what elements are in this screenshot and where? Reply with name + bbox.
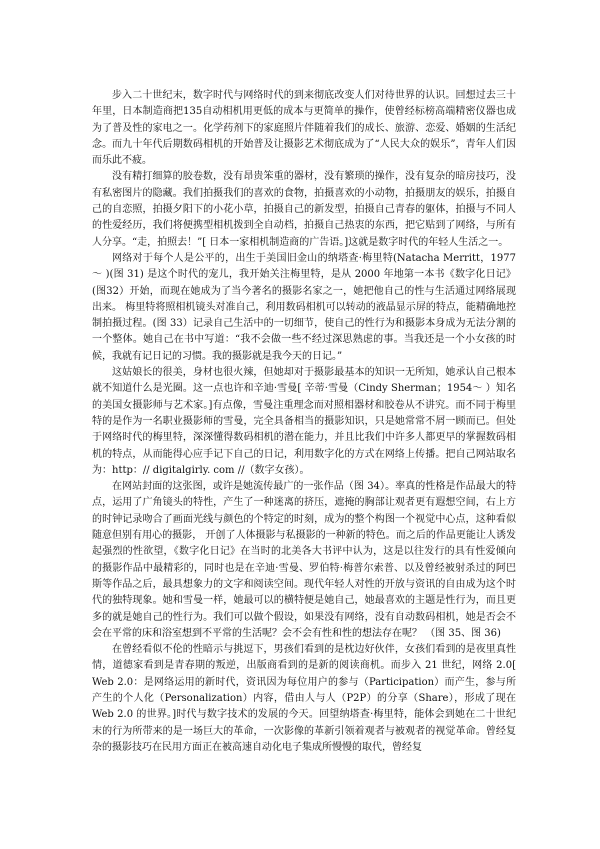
paragraph-website-cover-image: 在网站封面的这张图，或许是她流传最广的一张作品（图 34）。率真的性格是作品最大的特点，运用了广角镜头的特性，产生了一种迷离的挤压，遮掩的胸部让观者更有遐想空间，右上方的时钟记录吻合了画面光线与颜色的个特定的时刻，成为的整个构图一个视觉中心点，这种看似随意但别有用心的摄影， 开创了人体摄影与私摄影的一种新的特色。而之后的作品更能让人诱发起强烈的性欲望，《数字化日记》在当时的北美各大书评中认为，这是以往发行的具有性爱倾向的摄影作品中最精彩的，同时也是在辛迪·雪曼、罗伯特·梅普尔索普、以及曾经被射杀过的阿巴斯等作品之后，最具想象力的文字和阅读空间。现代年轻人对性的开放与资讯的自由成为这个时代的独特现象。她和雪曼一样，她最可以的横特便是她自己，她最喜欢的主题是性行为，而且更多的就是她自己的性行为。我们可以做个假设，如果没有网络，没有自动数码相机，她是否会不会在平常的床和浴室想到不平常的生活呢？会不会有性和性的想法存在呢？ （图 35、图 36) <box>92 481 516 639</box>
paragraph-digital-era-intro: 步入二十世纪末，数字时代与网络时代的到来彻底改变人们对待世界的认识。回想过去三十年里，日本制造商把135自动相机用更低的成本与更简单的操作，使曾经标榜高端精密仪器也成为了普及性的家电之一。化学药剂下的家庭照片伴随着我们的成长、旅游、恋爱、婚姻的生活纪念。而九十年代后期数码相机的开始普及让摄影艺术彻底成为了“人民大众的娱乐”，青年人们因而乐此不疲。 <box>92 90 516 167</box>
paragraph-natacha-merritt: 网络对于每个人是公平的，出生于美国旧金山的纳塔查·梅里特(Natacha Merritt，1977 ～ )(图 31) 是这个时代的宠儿，我开始关注梅里特，是从 2000 年地第一本书《数字化日记》(图32）开始，而现在她成为了当今著名的摄影名家之一，她把他自己的性与生活通过网络展现出来。 梅里特将照相机镜头对准自己，利用数码相机可以转动的液晶显示屏的特点，能精确地控制拍摄过程。(图 33）记录自己生活中的一切细节，使自己的性行为和摄影本身成为无法分割的一个整体。她自己在书中写道：“我不会做一些不经过深思熟虑的事。当我还是一个小女孩的时候，我就有记日记的习惯。我的摄影就是我今天的日记。” <box>92 252 516 362</box>
paragraph-youth-photography: 没有精打细算的胶卷数，没有昂贵笨重的器材，没有繁琐的操作，没有复杂的暗房技巧，没有私密图片的隐藏。我们拍摄我们的喜欢的食物，拍摄喜欢的小动物，拍摄朋友的娱乐，拍摄自己的自恋照，拍摄夕阳下的小花小草，拍摄自己的新发型，拍摄自己青春的躯体，拍摄与不同人的性爱经历，我们将便携型相机拨到全自动档，拍摄自己热衷的东西，把它贴到了网络，与所有人分享。“走，拍照去！”[ 日本一家相机制造商的广告语。]这就是数字时代的年轻人生活之一。 <box>92 171 516 248</box>
paragraph-web-2-0-revolution: 在曾经看似不伦的性暗示与挑逗下，男孩们看到的是枕边好伙伴，女孩们看到的是夜里真性情，道德家看到是青春期的叛逆，出版商看到的是新的阅读商机。而步入 21 世纪，网络 2.0[ Web 2.0：是网络运用的新时代，资讯因为每位用户的参与（Participation）而产生，参与所产生的个人化（Personalization）内容，借由人与人（P2P）的分享（Share），形成了现在 Web 2.0 的世界。]时代与数字技术的发展的今天。回望纳塔查·梅里特，能体会到她在二十世纪末的行为所带来的是一场巨大的革命，一次影像的革新引领着观者与被观者的视觉革命。曾经复杂的摄影技巧在民用方面正在被高速自动化电子集成所慢慢的取代，曾经复 <box>92 644 516 753</box>
paragraph-merritt-and-sherman: 这姑娘长的很美，身材也很火辣，但她却对于摄影最基本的知识一无所知，她承认自己根本就不知道什么是光圈。这一点也许和辛迪·雪曼[ 辛蒂·雪曼（Cindy Sherman；1954～ ）知名的美国女摄影师与艺术家。]有点像，雪曼注重理念而对照相器材和胶卷从不讲究。而不同于梅里特的是作为一名职业摄影师的雪曼，完全具备相当的摄影知识，只是她常常不屑一顾而已。但处于网络时代的梅里特，深深懂得数码相机的潜在能力，并且比我们中许多人都更早的掌握数码相机的特点，从而能得心应手记下自己的日记，利用数字化的方式在网络上传播。把自己网站取名为：http：// digitalgirly. com //（数字女孩）。 <box>92 367 516 476</box>
document-body <box>92 88 516 756</box>
